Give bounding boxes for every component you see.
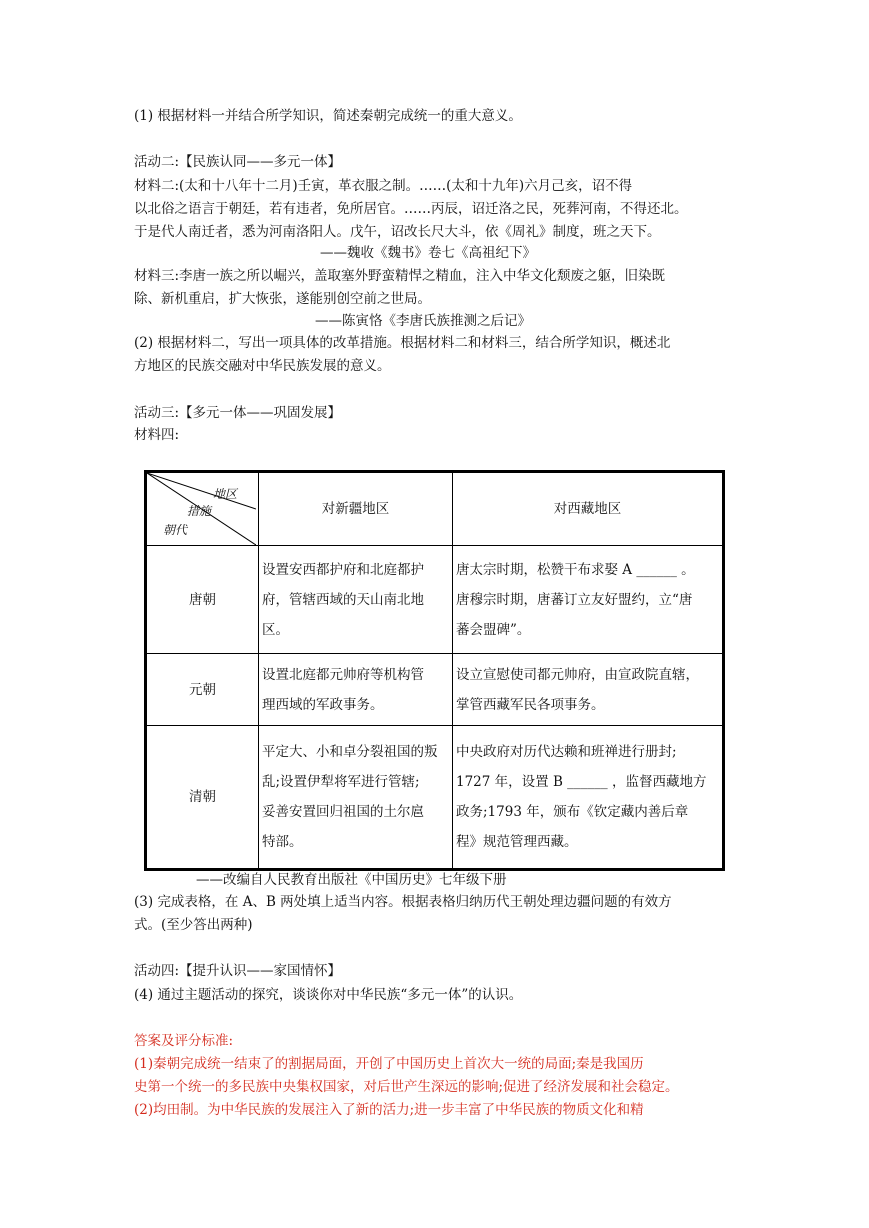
cell-line: 乱;设置伊犁将军进行管辖; [262,774,420,790]
material-3-line: 材料三:李唐一族之所以崛兴，盖取塞外野蛮精悍之精血，注入中华文化颓废之躯，旧染既 [134,268,666,284]
answers-title: 答案及评分标准: [134,1033,234,1049]
material-2-line: 以北俗之语言于朝廷，若有违者，免所居官。……丙辰，诏迁洛之民，死葬河南，不得还北。 [134,201,688,217]
tibet-cell [453,726,724,870]
cell-line: 程》规范管理西藏。 [456,834,578,850]
xinjiang-cell [259,654,453,726]
activity-4-title: 活动四:【提升认识——家国情怀】 [134,963,342,979]
material-2-line: 材料二:(太和十八年十二月)壬寅，革衣服之制。……(太和十九年)六月己亥，诏不得 [134,178,633,194]
question-3-line: 式。(至少答出两种) [134,917,253,933]
answer-line: (2)均田制。为中华民族的发展注入了新的活力;进一步丰富了中华民族的物质文化和精 [134,1102,644,1118]
material-3-source: ——陈寅恪《李唐氏族推测之后记》 [315,313,531,329]
dynasty-cell: 元朝 [146,654,259,726]
cell-line: 唐穆宗时期，唐蕃订立友好盟约，立“唐 [456,591,693,608]
cell-line: 政务;1793 年，颁布《钦定藏内善后章 [456,804,689,820]
corner-label-region: 地区 [213,487,238,501]
material-2-source: ——魏收《魏书》卷七《高祖纪下》 [320,245,536,261]
header-xinjiang: 对新疆地区 [259,472,453,546]
corner-label-measure: 措施 [187,504,212,518]
cell-line: 府，管辖西域的天山南北地 [262,591,424,608]
xinjiang-cell [259,546,453,654]
material-4-label: 材料四: [134,427,180,443]
table-row [146,654,724,726]
table-row [146,726,724,870]
cell-line: 中央政府对历代达赖和班禅进行册封; [456,744,677,760]
cell-line: 设立宣慰使司都元帅府，由宣政院直辖， [456,666,699,683]
table-source: ——改编自人民教育出版社《中国历史》七年级下册 [196,872,507,888]
cell-line: 蕃会盟碑”。 [456,621,531,638]
answer-line: 史第一个统一的多民族中央集权国家，对后世产生深远的影响;促进了经济发展和社会稳定。 [134,1079,679,1095]
question-4: (4) 通过主题活动的探究，谈谈你对中华民族“多元一体”的认识。 [134,987,523,1003]
dynasty-cell: 清朝 [146,726,259,870]
activity-2-title: 活动二:【民族认同——多元一体】 [134,154,342,170]
material-2-line: 于是代人南迁者，悉为河南洛阳人。戊午，诏改长尺大斗，依《周礼》制度，班之天下。 [134,224,661,240]
border-policy-table [144,470,725,871]
tibet-cell [453,654,724,726]
cell-line: 1727 年，设置 B ______ ，监督西藏地方 [456,774,707,790]
cell-line: 设置北庭都元帅府等机构管 [262,666,424,683]
question-3-line: (3) 完成表格，在 A、B 两处填上适当内容。根据表格归纳历代王朝处理边疆问题的有效方 [134,894,672,910]
question-2-line: 方地区的民族交融对中华民族发展的意义。 [134,358,391,374]
material-3-line: 除、新机重启，扩大恢张，遂能别创空前之世局。 [134,291,431,307]
cell-line: 平定大、小和卓分裂祖国的叛 [262,744,438,760]
corner-label-dynasty: 朝代 [163,523,188,537]
answer-line: (1)秦朝完成统一结束了的割据局面，开创了中国历史上首次大一统的局面;秦是我国历 [134,1056,644,1072]
table-row [146,546,724,654]
cell-line: 设置安西都护府和北庭都护 [262,561,424,578]
xinjiang-cell [259,726,453,870]
header-tibet: 对西藏地区 [453,472,724,546]
table-corner-cell [146,472,259,546]
cell-line: 区。 [262,621,289,638]
cell-line: 理西域的军政事务。 [262,696,384,713]
dynasty-cell: 唐朝 [146,546,259,654]
cell-line: 掌管西藏军民各项事务。 [456,696,605,713]
activity-3-title: 活动三:【多元一体——巩固发展】 [134,405,342,421]
cell-line: 特部。 [262,834,303,850]
question-1: (1) 根据材料一并结合所学知识，简述秦朝完成统一的重大意义。 [134,108,522,124]
question-2-line: (2) 根据材料二，写出一项具体的改革措施。根据材料二和材料三，结合所学知识，概述北 [134,335,671,351]
tibet-cell [453,546,724,654]
table-header-row [146,472,724,546]
cell-line: 妥善安置回归祖国的土尔扈 [262,804,424,820]
cell-line: 唐太宗时期，松赞干布求娶 A ______ 。 [456,561,695,578]
